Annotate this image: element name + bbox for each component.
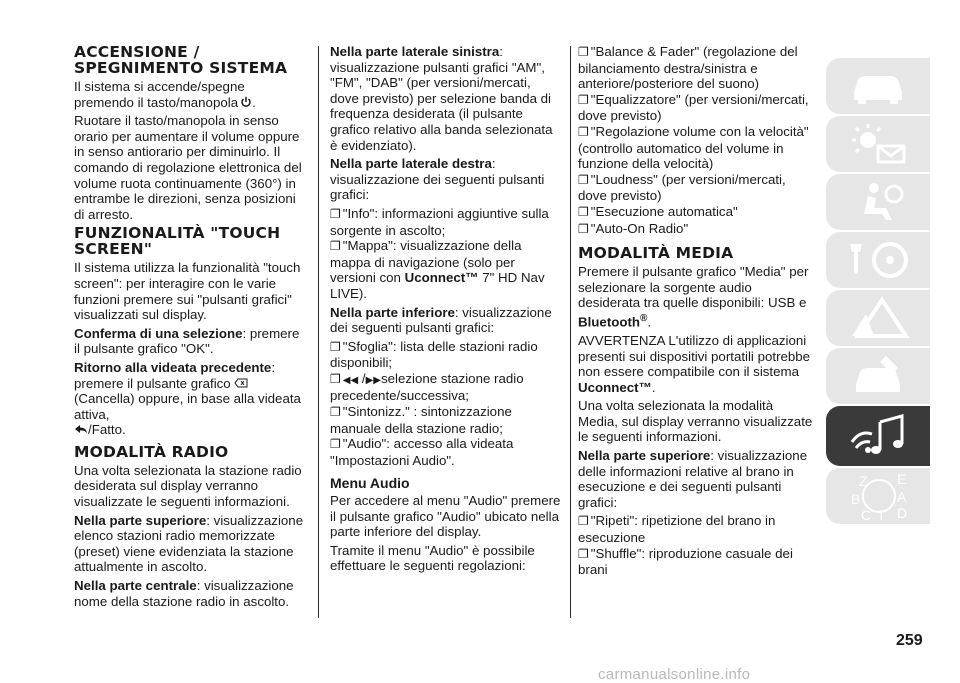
index-letter: C [861, 507, 872, 522]
list-item [330, 371, 562, 404]
text: "Loudness" (per versioni/mercati, dove previsto) [578, 171, 786, 204]
heading-touch-screen: FUNZIONALITÀ "TOUCH SCREEN" [74, 224, 281, 259]
text: : visualizzazione elenco stazioni radio memorizzate (preset) viene evidenziata la stazione attualmente in ascolto. [74, 512, 304, 575]
paragraph [330, 156, 562, 203]
label: Nella parte superiore [578, 448, 711, 464]
text: "Equalizzatore" (per versioni/mercati, dove previsto) [578, 91, 809, 124]
list-item [330, 404, 562, 436]
index-letter: A [897, 489, 907, 505]
text: "Sintonizz." : sintonizzazione manuale della stazione radio; [330, 404, 512, 436]
text: "Regolazione volume con la velocità" (controllo automatico del volume in funzione della velocità) [578, 123, 809, 172]
checkbox-bullet-icon: ❐ [330, 405, 341, 420]
text: "Balance & Fader" (regolazione del bilanciamento destra/sinistra e anteriore/posteriore del suono) [578, 44, 798, 92]
list-item [578, 204, 816, 221]
heading-menu-audio: Menu Audio [330, 475, 410, 492]
paragraph: Per accedere al menu "Audio" premere il pulsante grafico "Audio" ubicato nella parte inferiore del display. [330, 493, 561, 540]
text: 7" HD Nav LIVE). [330, 270, 545, 301]
index-letters-icon [843, 470, 913, 522]
heading-modalita-media: MODALITÀ MEDIA [578, 244, 734, 263]
paragraph: Una volta selezionata la modalità Media, sul display verranno visualizzate le seguenti informazioni. [578, 398, 813, 445]
paragraph [74, 79, 306, 110]
warning-triangle-icon [846, 296, 910, 340]
text: . [651, 379, 656, 395]
heading-modalita-radio: MODALITÀ RADIO [74, 442, 229, 461]
steering-wheel-icon [846, 238, 910, 282]
fast-forward-icon: ▶▶ [365, 374, 381, 386]
checkbox-bullet-icon: ❐ [578, 172, 589, 187]
tab-maintenance[interactable] [826, 348, 930, 404]
brand-name: Uconnect™ [578, 379, 652, 395]
paragraph [578, 264, 816, 330]
heading-accensione: ACCENSIONE / SPEGNIMENTO SISTEMA [74, 43, 288, 77]
checkbox-bullet-icon: ❐ [578, 124, 589, 139]
checkbox-bullet-icon: ❐ [578, 45, 589, 59]
backspace-icon [234, 378, 248, 388]
index-letter: Z [859, 473, 868, 489]
chapter-sidebar [826, 58, 930, 526]
paragraph [74, 513, 306, 575]
tab-lights[interactable] [826, 116, 930, 172]
checkbox-bullet-icon: ❐ [578, 92, 589, 107]
text: "Info": informazioni aggiuntive sulla sorgente in ascolto; [330, 205, 549, 238]
list-item [578, 92, 816, 124]
text: (Cancella) oppure, in base alla videata attiva, [74, 391, 301, 422]
label: Nella parte centrale [74, 578, 197, 594]
brand-name: Bluetooth [578, 314, 641, 330]
text: /Fatto. [88, 422, 126, 438]
checkbox-bullet-icon: ❐ [578, 221, 589, 236]
checkbox-bullet-icon: ❐ [578, 546, 589, 561]
text: "Mappa": visualizzazione della mappa di navigazione (solo per versioni con [330, 238, 522, 286]
registered-mark: ® [640, 312, 648, 324]
text: : visualizzazione dei seguenti pulsanti grafici: [330, 304, 552, 336]
text: : visualizzazione dei seguenti pulsanti grafici: [330, 156, 545, 203]
list-item [578, 221, 816, 238]
tab-driving[interactable] [826, 232, 930, 288]
checkbox-bullet-icon: ❐ [330, 206, 341, 221]
back-arrow-icon [74, 424, 88, 434]
index-letter: T [877, 507, 886, 522]
text: Premere il pulsante grafico "Media" per selezionare la sorgente audio desiderata tra quelle disponibili: USB e [578, 264, 809, 311]
text: : visualizzazione delle informazioni relative al brano in esecuzione e dei seguenti pulsanti grafici: [578, 448, 808, 510]
list-item [578, 546, 816, 578]
seat-airbag-icon [846, 180, 910, 224]
column-divider [318, 46, 319, 618]
text: "Sfoglia": lista delle stazioni radio disponibili; [330, 338, 538, 371]
index-letter: E [897, 471, 907, 487]
label: Conferma di una selezione [74, 325, 243, 341]
text: Il sistema si accende/spegne premendo il tasto/manopola [74, 79, 245, 110]
list-item [578, 172, 816, 204]
text: "Esecuzione automatica" [590, 203, 738, 219]
text: . [252, 94, 256, 110]
list-item [330, 339, 562, 371]
column-3 [578, 44, 816, 578]
page-number: 259 [896, 632, 923, 649]
list-item [578, 124, 816, 172]
text: : visualizzazione pulsanti grafici "AM", "FM", "DAB" (per versioni/mercati, dove previsto) per selezione banda di frequenza desiderata (il pulsante grafico relativo alla banda selezionata è evidenziato). [330, 44, 553, 153]
paragraph: Ruotare il tasto/manopola in senso orario per aumentare il volume oppure in senso antiorario per diminuirlo. Il comando di regolazione elettronica del volume ruota continuamente (360°) in entrambe le direzioni, senza posizioni di arresto. [74, 113, 302, 222]
label: Ritorno alla videata precedente [74, 359, 272, 375]
paragraph [330, 305, 562, 336]
brand-name: Uconnect™ [404, 270, 479, 286]
checkbox-bullet-icon: ❐ [578, 514, 589, 529]
list-item [330, 238, 562, 301]
list-item [330, 206, 562, 238]
list-item [578, 44, 816, 92]
column-2 [330, 44, 562, 577]
text: : premere il pulsante grafico [74, 359, 276, 391]
text: "Ripeti": ripetizione del brano in esecuzione [578, 513, 776, 546]
label: Nella parte superiore [74, 512, 207, 528]
paragraph: Tramite il menu "Audio" è possibile effettuare le seguenti regolazioni: [330, 542, 535, 574]
car-icon [846, 66, 910, 106]
paragraph [330, 44, 562, 153]
list-item [330, 436, 562, 468]
checkbox-bullet-icon: ❐ [330, 239, 341, 254]
label: Nella parte laterale destra [330, 156, 492, 172]
paragraph [74, 360, 306, 438]
text: "Audio": accesso alla videata "Impostazioni Audio". [330, 436, 514, 468]
checkbox-bullet-icon: ❐ [330, 339, 341, 354]
power-icon [240, 96, 252, 108]
list-item [578, 513, 816, 545]
tab-emergency[interactable] [826, 290, 930, 346]
text: selezione stazione radio precedente/successiva; [330, 370, 524, 404]
text: : premere il pulsante grafico "OK". [74, 325, 300, 357]
checkbox-bullet-icon: ❐ [578, 204, 589, 219]
text: AVVERTENZA L'utilizzo di applicazioni presenti sui dispositivi portatili potrebbe non essere compatibile con il sistema [578, 332, 811, 380]
car-service-icon [846, 354, 910, 398]
label: Nella parte inferiore [330, 304, 455, 320]
text: : visualizzazione nome della stazione radio in ascolto. [74, 578, 294, 609]
index-letter: B [851, 491, 861, 507]
paragraph [74, 578, 306, 609]
column-1 [74, 44, 306, 612]
tab-multimedia[interactable] [826, 406, 930, 466]
tab-index[interactable] [826, 468, 930, 524]
paragraph [578, 448, 816, 510]
tab-car[interactable] [826, 58, 930, 114]
checkbox-bullet-icon: ❐ [330, 437, 341, 452]
label: Nella parte laterale sinistra [330, 44, 500, 59]
text: . [647, 314, 652, 330]
paragraph [578, 333, 816, 395]
sun-envelope-icon [846, 122, 910, 166]
paragraph [74, 326, 306, 357]
text: "Shuffle": riproduzione casuale dei brani [578, 545, 793, 578]
checkbox-bullet-icon: ❐ [330, 371, 341, 386]
text: "Auto-On Radio" [590, 220, 689, 236]
paragraph: Una volta selezionata la stazione radio desiderata sul display verranno visualizzate le seguenti informazioni. [74, 462, 302, 510]
column-divider [570, 46, 571, 618]
multimedia-icon [846, 412, 910, 460]
footer-watermark[interactable]: carmanualsonline.info [598, 666, 751, 683]
tab-safety[interactable] [826, 174, 930, 230]
paragraph: Il sistema utilizza la funzionalità "touch screen": per interagire con le varie funzioni premere sui "pulsanti grafici" visualizzati sul display. [74, 260, 301, 323]
index-letter: D [897, 505, 908, 521]
text: / [361, 370, 366, 386]
rewind-icon: ◀◀ [342, 374, 359, 386]
